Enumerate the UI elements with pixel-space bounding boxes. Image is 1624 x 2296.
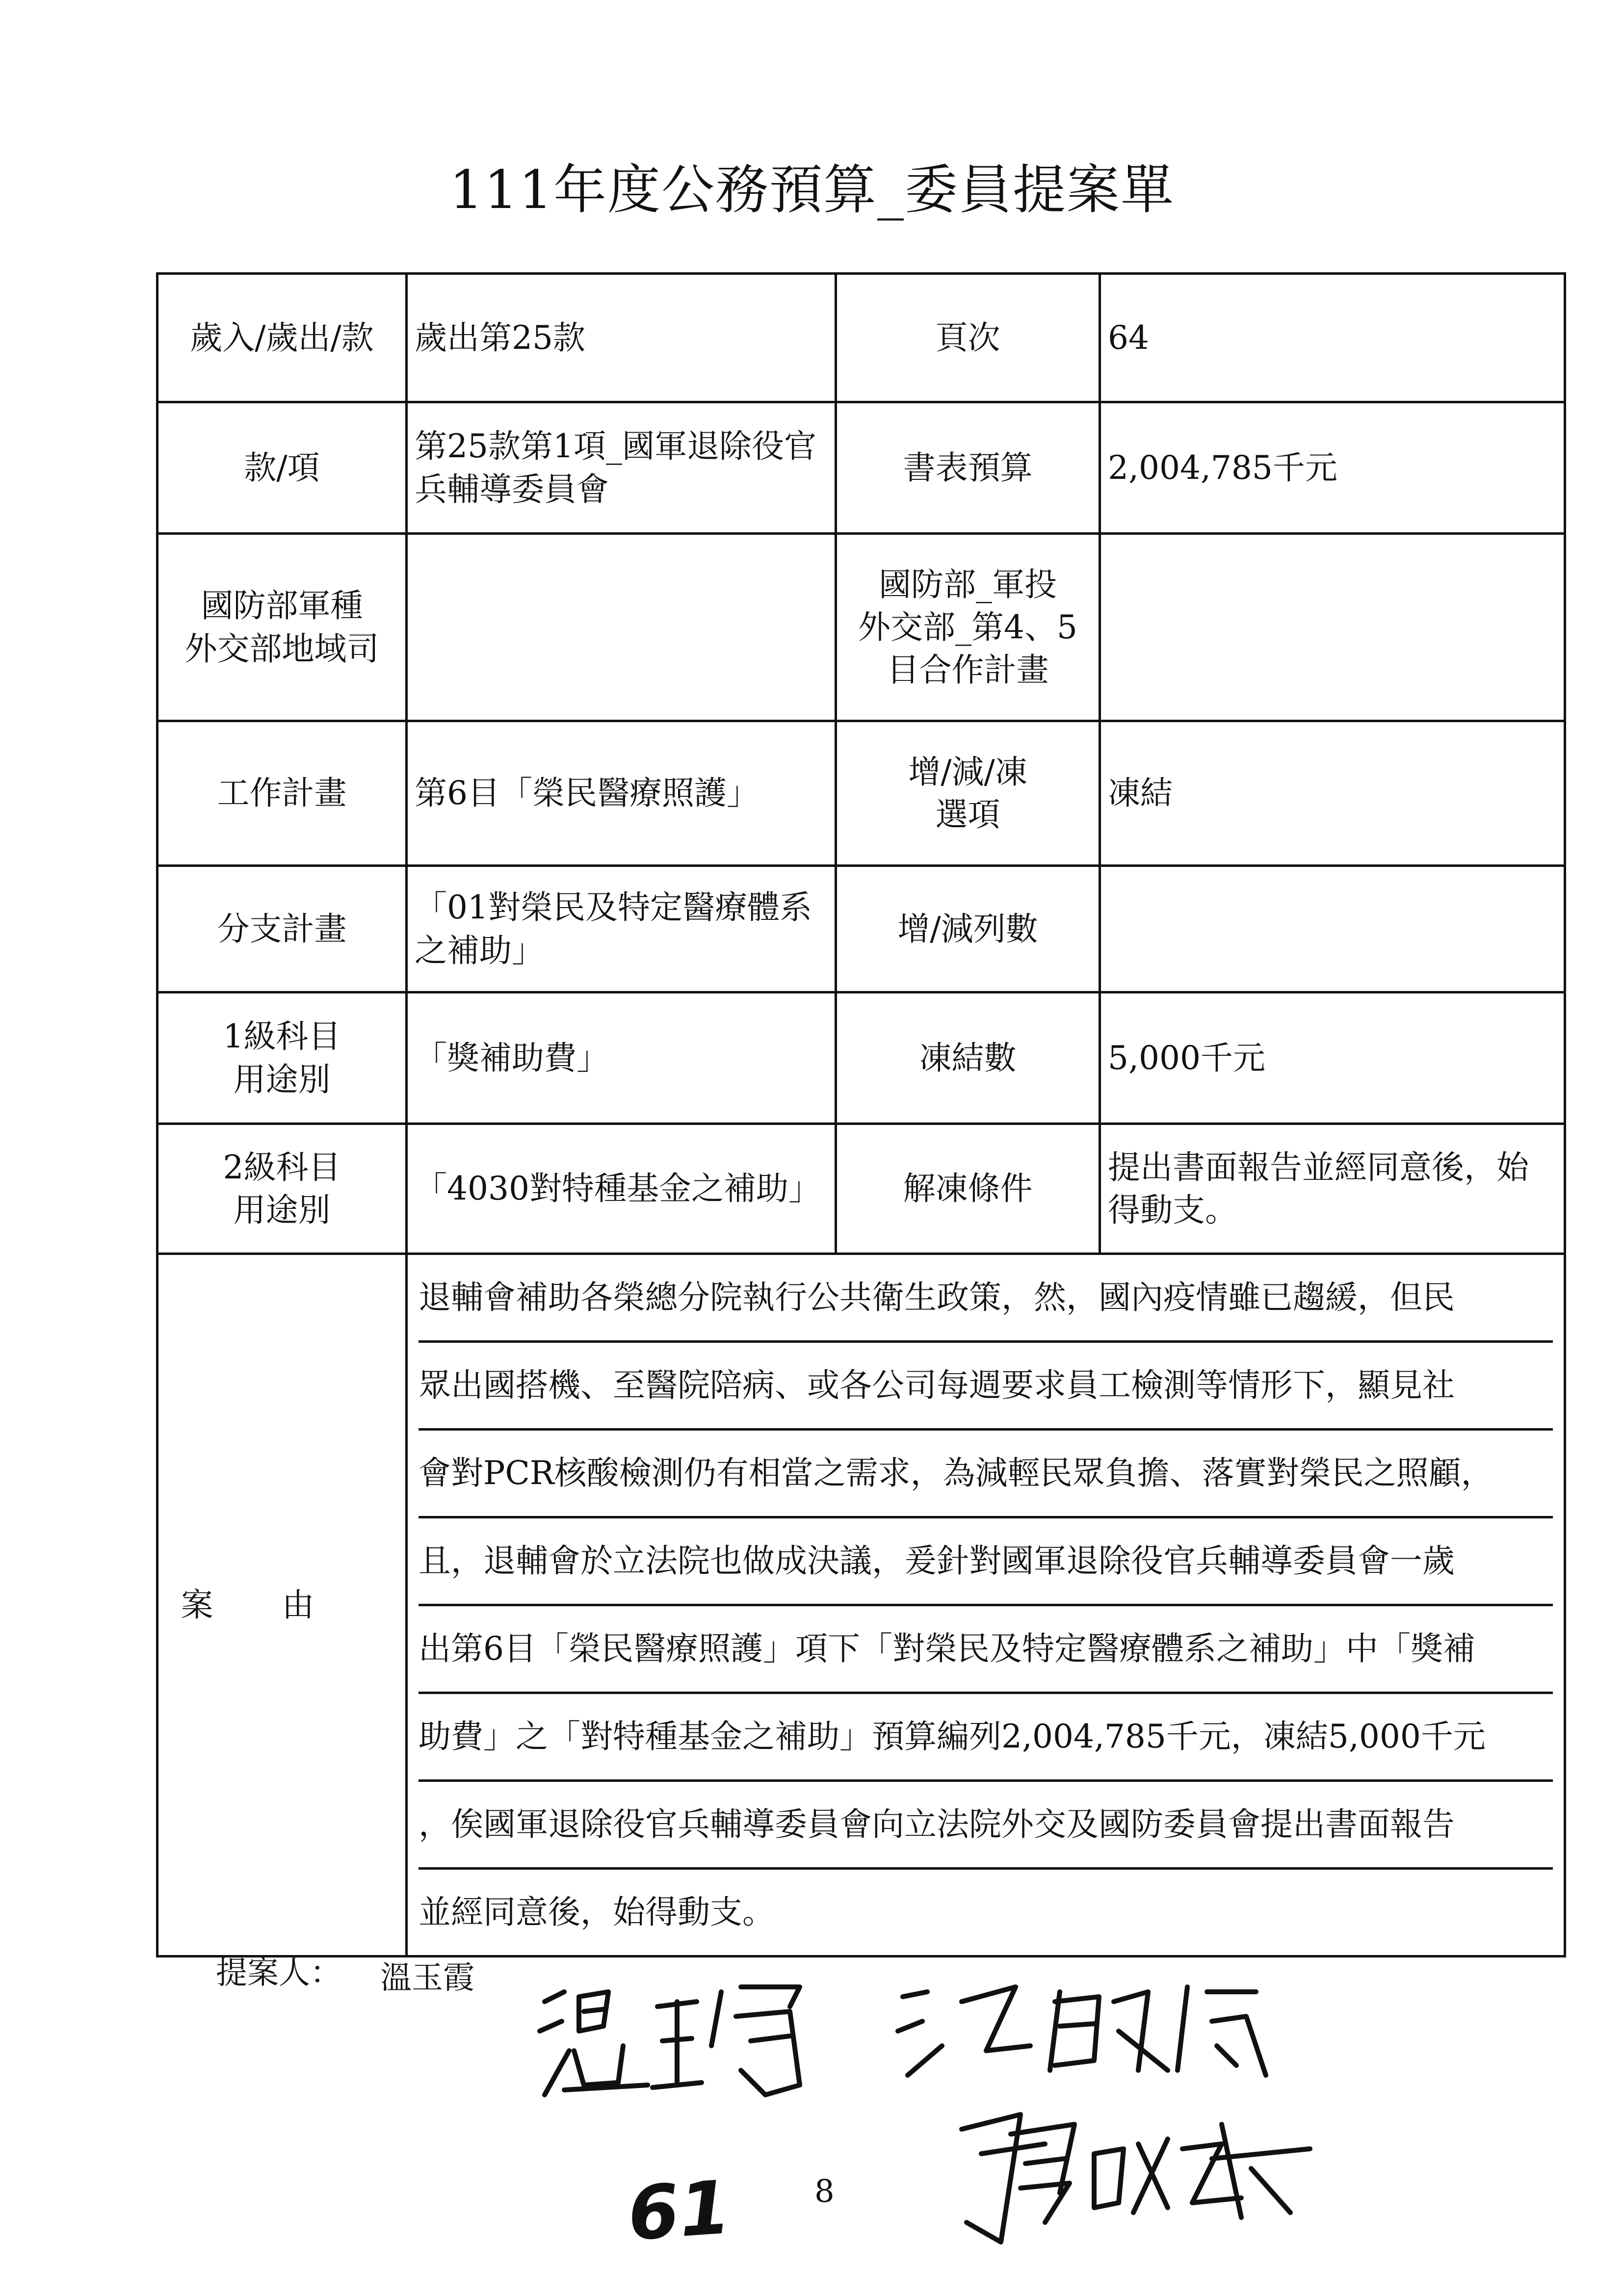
field-value: 第25款第1項_國軍退除役官兵輔導委員會	[407, 402, 836, 534]
reason-text	[408, 1255, 1564, 1955]
field-label: 分支計畫	[157, 866, 407, 992]
field-value: 「獎補助費」	[407, 992, 836, 1124]
field-label: 歲入/歲出/款	[157, 274, 407, 402]
field-label: 增/減/凍 選項	[836, 721, 1100, 866]
reason-line: 且，退輔會於立法院也做成決議，爰針對國軍退除役官兵輔導委員會一歲	[419, 1518, 1553, 1606]
reason-line: 助費」之「對特種基金之補助」預算編列2,004,785千元，凍結5,000千元	[419, 1694, 1553, 1782]
field-value: 第6目「榮民醫療照護」	[407, 721, 836, 866]
handwritten-signature-1-icon	[535, 1972, 819, 2105]
field-value: 64	[1100, 274, 1565, 402]
field-label: 國防部軍種 外交部地域司	[157, 534, 407, 721]
field-label: 解凍條件	[836, 1124, 1100, 1254]
field-value	[407, 534, 836, 721]
table-row	[157, 721, 1565, 866]
table-row-reason	[157, 1254, 1565, 1957]
reason-cell	[407, 1254, 1565, 1957]
field-value: 歲出第25款	[407, 274, 836, 402]
reason-line: 退輔會補助各榮總分院執行公共衛生政策，然，國內疫情雖已趨緩，但民	[419, 1255, 1553, 1343]
table-row	[157, 992, 1565, 1124]
field-label: 款/項	[157, 402, 407, 534]
table-row	[157, 534, 1565, 721]
reason-line: 出第6目「榮民醫療照護」項下「對榮民及特定醫療體系之補助」中「獎補	[419, 1606, 1553, 1694]
reason-line: ，俟國軍退除役官兵輔導委員會向立法院外交及國防委員會提出書面報告	[419, 1782, 1553, 1870]
table-row	[157, 402, 1565, 534]
reason-line: 眾出國搭機、至醫院陪病、或各公司每週要求員工檢測等情形下，顯見社	[419, 1343, 1553, 1431]
field-value: 「4030對特種基金之補助」	[407, 1124, 836, 1254]
field-label: 2級科目 用途別	[157, 1124, 407, 1254]
field-value	[1100, 534, 1565, 721]
field-value: 「01對榮民及特定醫療體系之補助」	[407, 866, 836, 992]
reason-line: 並經同意後，始得動支。	[419, 1893, 775, 1931]
field-value: 提出書面報告並經同意後，始得動支。	[1100, 1124, 1565, 1254]
page-title: 111年度公務預算_委員提案單	[449, 159, 1175, 221]
reason-line: 會對PCR核酸檢測仍有相當之需求，為減輕民眾負擔、落實對榮民之照顧，	[419, 1431, 1553, 1518]
field-label: 國防部_軍投 外交部_第4、5 目合作計畫	[836, 534, 1100, 721]
field-label: 凍結數	[836, 992, 1100, 1124]
page-number: 8	[814, 2173, 835, 2210]
field-label: 書表預算	[836, 402, 1100, 534]
table-row	[157, 274, 1565, 402]
proposal-form-table	[156, 272, 1566, 1957]
field-label: 頁次	[836, 274, 1100, 402]
handwritten-signature-2-icon	[893, 1972, 1276, 2085]
field-value: 2,004,785千元	[1100, 402, 1565, 534]
field-label: 增/減列數	[836, 866, 1100, 992]
table-row	[157, 866, 1565, 992]
table-row	[157, 1124, 1565, 1254]
field-label: 1級科目 用途別	[157, 992, 407, 1124]
proposer-label: 提案人：	[216, 1955, 341, 1991]
field-value	[1100, 866, 1565, 992]
handwritten-signature-3-icon	[947, 2095, 1320, 2252]
field-label: 工作計畫	[157, 721, 407, 866]
field-value: 凍結	[1100, 721, 1565, 866]
field-value: 5,000千元	[1100, 992, 1565, 1124]
reason-label: 案由	[157, 1254, 407, 1957]
handwritten-page-mark: 61	[625, 2165, 733, 2258]
proposer-name: 溫玉霞	[380, 1960, 474, 1996]
